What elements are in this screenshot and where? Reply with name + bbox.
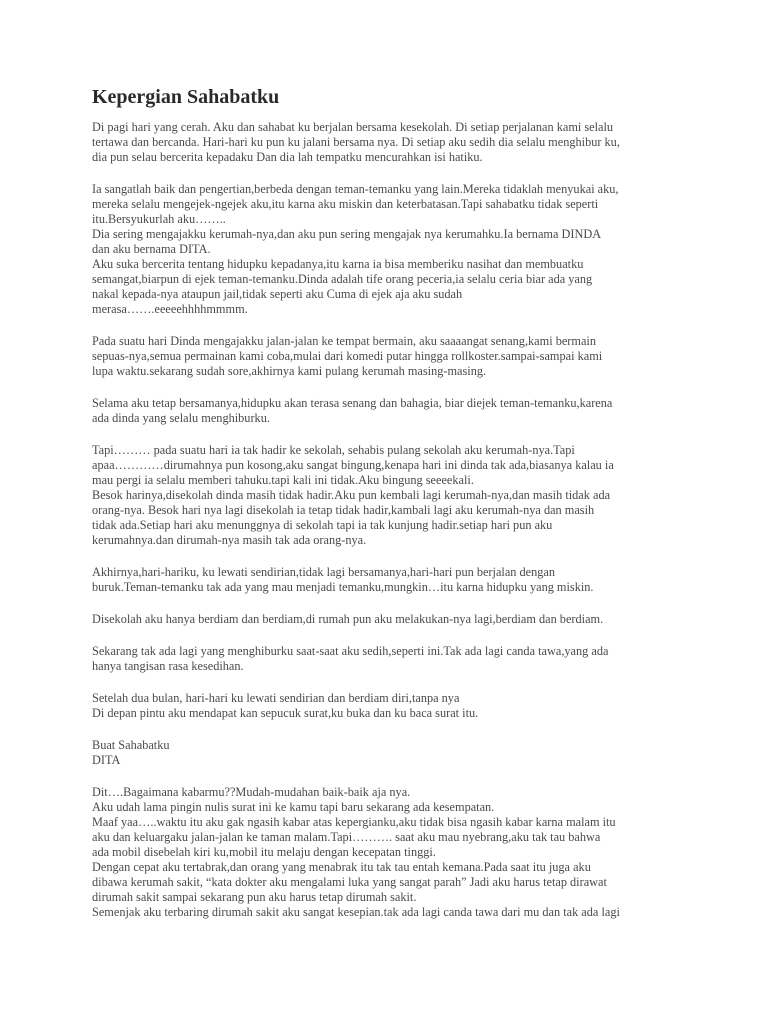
text-line: Dit….Bagaimana kabarmu??Mudah-mudahan baik-baik aja nya. xyxy=(92,785,411,799)
text-line: Semenjak aku terbaring dirumah sakit aku sangat kesepian.tak ada lagi canda tawa dari mu dan tak ada lagi xyxy=(92,905,620,919)
text-line: Akhirnya,hari-hariku, ku lewati sendirian,tidak lagi bersamanya,hari-hari pun berjalan dengan xyxy=(92,565,556,579)
text-line: tertawa dan bercanda. Hari-hari ku pun ku jalani bersama nya. Di setiap aku sedih dia selalu menghibur ku, xyxy=(92,135,620,149)
article xyxy=(92,86,684,937)
text-line: apaa…………dirumahnya pun kosong,aku sangat bingung,kenapa hari ini dinda tak ada,biasanya kalau ia xyxy=(92,458,614,472)
text-line: ada mobil disebelah kiri ku,mobil itu melaju dengan kecepatan tinggi. xyxy=(92,845,436,859)
text-line: dirumah sakit sampai sekarang pun aku harus tetap dirumah sakit. xyxy=(92,890,417,904)
text-line: lupa waktu.sekarang sudah sore,akhirnya kami pulang kerumah masing-masing. xyxy=(92,364,487,378)
paragraph xyxy=(92,691,684,721)
text-line: ada dinda yang selalu menghiburku. xyxy=(92,411,270,425)
text-line: Di pagi hari yang cerah. Aku dan sahabat ku berjalan bersama kesekolah. Di setiap perjalanan kami selalu xyxy=(92,120,614,134)
text-line: hanya tangisan rasa kesedihan. xyxy=(92,659,244,673)
paragraph xyxy=(92,644,684,674)
text-line: Tapi……… pada suatu hari ia tak hadir ke sekolah, sehabis pulang sekolah aku kerumah-nya.Tapi xyxy=(92,443,575,457)
text-line: mereka selalu mengejek-ngejek aku,itu karna aku miskin dan keterbatasan.Tapi sahabatku tidak seperti xyxy=(92,197,599,211)
paragraph xyxy=(92,612,684,627)
text-line: Besok harinya,disekolah dinda masih tidak hadir.Aku pun kembali lagi kerumah-nya,dan masih tidak ada xyxy=(92,488,611,502)
text-line: merasa…….eeeeehhhhmmmm. xyxy=(92,302,248,316)
text-line: Selama aku tetap bersamanya,hidupku akan terasa senang dan bahagia, biar diejek teman-temanku,karena xyxy=(92,396,613,410)
paragraph xyxy=(92,334,684,379)
text-line: aku dan keluargaku jalan-jalan ke taman malam.Tapi………. saat aku mau nyebrang,aku tak tau bahwa xyxy=(92,830,601,844)
text-line: Aku suka bercerita tentang hidupku kepadanya,itu karna ia bisa memberiku nasihat dan membuatku xyxy=(92,257,584,271)
article-title: Kepergian Sahabatku xyxy=(92,86,280,108)
text-line: dibawa kerumah sakit, “kata dokter aku mengalami luka yang sangat parah” Jadi aku harus tetap dirawat xyxy=(92,875,607,889)
text-line: dan aku bernama DITA. xyxy=(92,242,211,256)
text-line: nakal kepada-nya ataupun jail,tidak seperti aku Cuma di ejek aja aku sudah xyxy=(92,287,463,301)
paragraph xyxy=(92,443,684,548)
paragraph xyxy=(92,182,684,317)
text-line: Dengan cepat aku tertabrak,dan orang yang menabrak itu tak tau entah kemana.Pada saat itu juga aku xyxy=(92,860,591,874)
text-line: Disekolah aku hanya berdiam dan berdiam,di rumah pun aku melakukan-nya lagi,berdiam dan berdiam. xyxy=(92,612,604,626)
paragraph xyxy=(92,785,684,920)
article-body xyxy=(92,120,684,920)
text-line: Dia sering mengajakku kerumah-nya,dan aku pun sering mengajak nya kerumahku.Ia bernama DINDA xyxy=(92,227,602,241)
text-line: Maaf yaa…..waktu itu aku gak ngasih kabar atas kepergianku,aku tidak bisa ngasih kabar karna malam itu xyxy=(92,815,616,829)
text-line: mau pergi ia selalu memberi tahuku.tapi kali ini tidak.Aku bingung seeeekali. xyxy=(92,473,474,487)
text-line: Di depan pintu aku mendapat kan sepucuk surat,ku buka dan ku baca surat itu. xyxy=(92,706,479,720)
text-line: dia pun selau bercerita kepadaku Dan dia lah tempatku mencurahkan isi hatiku. xyxy=(92,150,483,164)
text-line: buruk.Teman-temanku tak ada yang mau menjadi temanku,mungkin…itu karna hidupku yang miskin. xyxy=(92,580,594,594)
text-line: semangat,biarpun di ejek teman-temanku.Dinda adalah tife orang peceria,ia selalu ceria biar ada yang xyxy=(92,272,593,286)
paragraph xyxy=(92,738,684,768)
text-line: orang-nya. Besok hari nya lagi disekolah ia tetap tidak hadir,kambali lagi aku kerumah-nya dan masih xyxy=(92,503,595,517)
text-line: DITA xyxy=(92,753,121,767)
text-line: sepuas-nya,semua permainan kami coba,mulai dari komedi putar hingga rollkoster.sampai-sampai kami xyxy=(92,349,603,363)
text-line: Sekarang tak ada lagi yang menghiburku saat-saat aku sedih,seperti ini.Tak ada lagi canda tawa,yang ada xyxy=(92,644,609,658)
text-line: Ia sangatlah baik dan pengertian,berbeda dengan teman-temanku yang lain.Mereka tidaklah menyukai aku, xyxy=(92,182,619,196)
paragraph xyxy=(92,120,684,165)
paragraph xyxy=(92,565,684,595)
text-line: tidak ada.Setiap hari aku menunggnya di sekolah tapi ia tak kunjung hadir.setiap hari pun aku xyxy=(92,518,553,532)
text-line: Aku udah lama pingin nulis surat ini ke kamu tapi baru sekarang ada kesempatan. xyxy=(92,800,495,814)
paragraph xyxy=(92,396,684,426)
text-line: Setelah dua bulan, hari-hari ku lewati sendirian dan berdiam diri,tanpa nya xyxy=(92,691,460,705)
text-line: Buat Sahabatku xyxy=(92,738,170,752)
text-line: Pada suatu hari Dinda mengajakku jalan-jalan ke tempat bermain, aku saaaangat senang,kami bermain xyxy=(92,334,596,348)
text-line: kerumahnya.dan dirumah-nya masih tak ada orang-nya. xyxy=(92,533,367,547)
text-line: itu.Bersyukurlah aku…….. xyxy=(92,212,226,226)
